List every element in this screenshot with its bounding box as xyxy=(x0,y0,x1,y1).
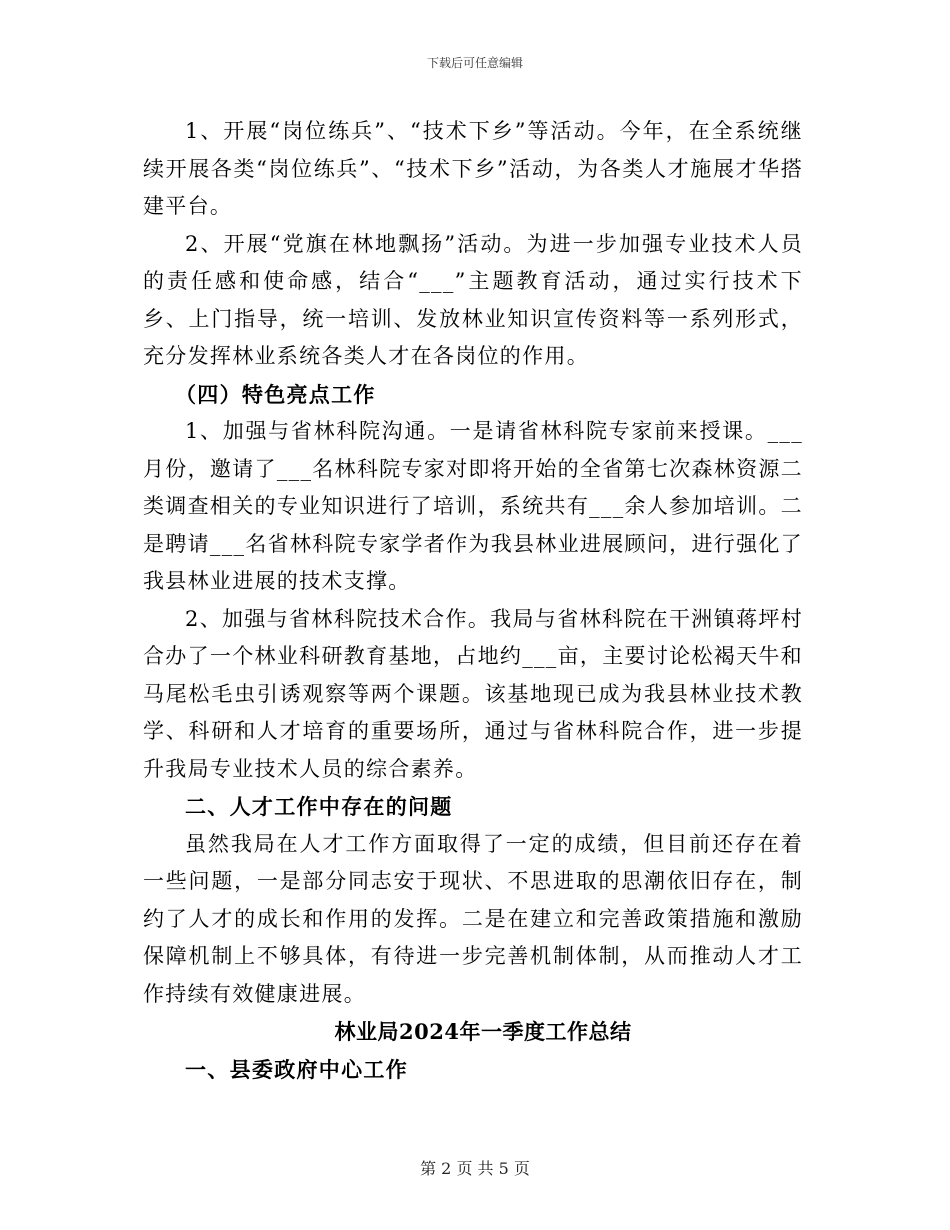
heading-problems: 二、人才工作中存在的问题 xyxy=(185,794,453,819)
heading-central-work: 一、县委政府中心工作 xyxy=(185,1056,408,1082)
paragraph-problems: 虽然我局在人才工作方面取得了一定的成绩，但目前还存在着一些问题，一是部分同志安于现状、不思进取的思潮依旧存在，制约了人才的成长和作用的发挥。二是在建立和完善政策措施和激励保障机制上不够具体，有待进一步完善机制体制，从而推动人才工作持续有效健康进展。 xyxy=(143,831,803,1006)
heading-special-work: （四）特色亮点工作 xyxy=(175,381,376,407)
header-note: 下载后可任意编辑 xyxy=(426,56,523,70)
paragraph-activities: 1、开展“岗位练兵”、“技术下乡”等活动。今年，在全系统继续开展各类“岗位练兵”、“技术下乡”活动，为各类人才施展才华搭建平台。 xyxy=(143,119,803,218)
paragraph-party-flag: 2、开展“党旗在林地飘扬”活动。为进一步加强专业技术人员的责任感和使命感，结合“___”主题教育活动，通过实行技术下乡、上门指导，统一培训、发放林业知识宣传资料等一系列形式，充分发挥林业系统各类人才在各岗位的作用。 xyxy=(143,231,803,368)
page-number: 第 2 页 共 5 页 xyxy=(420,1159,530,1178)
paragraph-communication: 1、加强与省林科院沟通。一是请省林科院专家前来授课。___月份，邀请了___名林科院专家对即将开始的全省第七次森林资源二类调查相关的专业知识进行了培训，系统共有___余人参加培训。二是聘请___名省林科院专家学者作为我县林业进展顾问，进行强化了我县林业进展的技术支撑。 xyxy=(143,419,803,593)
document-title: 林业局2024年一季度工作总结 xyxy=(334,1019,632,1044)
document-body xyxy=(143,113,803,1088)
paragraph-cooperation: 2、加强与省林科院技术合作。我局与省林科院在干洲镇蒋坪村合办了一个林业科研教育基地，占地约___亩，主要讨论松褐天牛和马尾松毛虫引诱观察等两个课题。该基地现已成为我县林业技术教学、科研和人才培育的重要场所，通过与省林科院合作，进一步提升我局专业技术人员的综合素养。 xyxy=(143,606,803,781)
